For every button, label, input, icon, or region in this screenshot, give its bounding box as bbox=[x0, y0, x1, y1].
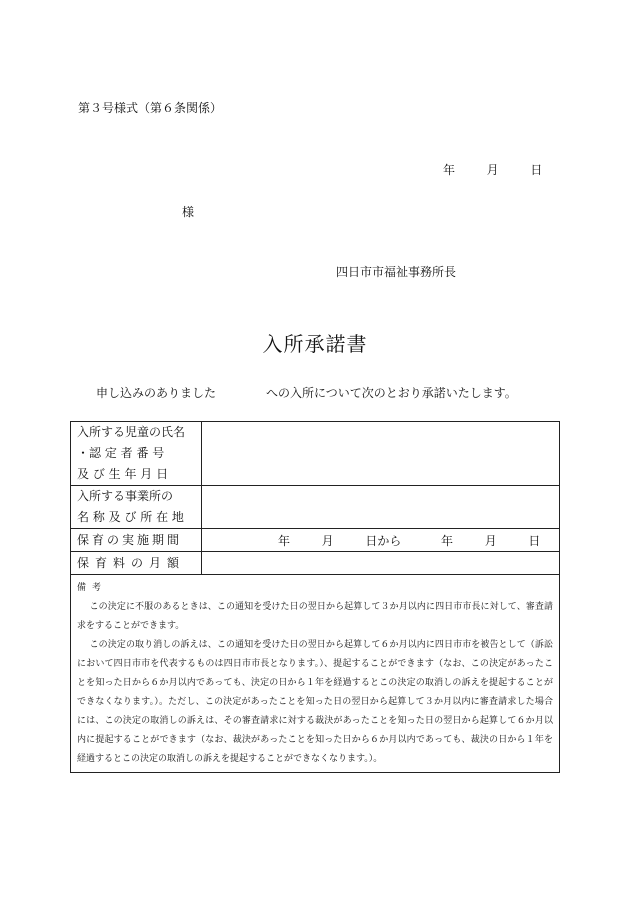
document-title: 入所承諾書 bbox=[262, 332, 368, 356]
period-value bbox=[202, 532, 559, 549]
facility-label-cell bbox=[71, 486, 202, 529]
notes-cell bbox=[71, 575, 560, 773]
child-label-cell bbox=[71, 422, 202, 486]
form-number: 第３号様式（第６条関係） bbox=[78, 101, 223, 115]
date-year: 年 bbox=[443, 163, 456, 177]
notes-heading: 備考 bbox=[77, 583, 108, 593]
period-label: 保育の実施期間 bbox=[71, 529, 202, 552]
fee-row bbox=[71, 552, 560, 575]
date-line bbox=[443, 161, 542, 178]
child-label-line3: 及 び 生 年 月 日 bbox=[77, 467, 169, 481]
approval-table bbox=[70, 421, 560, 773]
notes-paragraph-2: この決定の取り消しの訴えは、この通知を受けた日の翌日から起算して６か月以内に四日市市を被告として（訴訟において四日市市を代表するものは四日市市長となります。）、提起することができます（なお、この決定があったことを知った日から６か月以内であっても、決定の日から１年を経過するとこの決定の取消しの訴えを提起することができなくなります。）。ただし、この決定があったことを知った日の翌日から起算して３か月以内に審査請求した場合には、この決定の取消しの訴えは、その審査請求に対する裁決があったことを知った日の翌日から起算して６か月以内に提起することができます（なお、裁決があったことを知った日から６か月以内であっても、裁決の日から１年を経過するとこの決定の取消しの訴えを提起することができなくなります。）。 bbox=[77, 640, 553, 764]
intro-text-part2: への入所について次のとおり承諾いたします。 bbox=[266, 386, 517, 400]
recipient-honorific: 様 bbox=[182, 205, 195, 219]
facility-label-line1: 入所する事業所の bbox=[77, 489, 174, 503]
issuer-name: 四日市市福祉事務所長 bbox=[336, 265, 457, 279]
period-year2: 年 bbox=[441, 533, 454, 548]
intro-text-part1: 申し込みのありました bbox=[96, 386, 217, 400]
child-label-line2: ・認 定 者 番 号 bbox=[77, 446, 165, 460]
notes-row bbox=[71, 575, 560, 773]
period-year1: 年 bbox=[278, 533, 291, 548]
period-row bbox=[71, 529, 560, 552]
period-value-cell bbox=[202, 529, 560, 552]
child-value-cell bbox=[202, 422, 560, 486]
period-day2: 日 bbox=[528, 533, 541, 548]
child-row bbox=[71, 422, 560, 486]
date-day: 日 bbox=[530, 163, 543, 177]
facility-value-cell bbox=[202, 486, 560, 529]
date-month: 月 bbox=[486, 163, 499, 177]
facility-row bbox=[71, 486, 560, 529]
period-month2: 月 bbox=[484, 533, 497, 548]
period-from: 日から bbox=[365, 533, 402, 548]
child-label-line1: 入所する児童の氏名 bbox=[77, 425, 186, 439]
notes-paragraph-1: この決定に不服のあるときは、この通知を受けた日の翌日から起算して３か月以内に四日市市長に対して、審査請求をすることができます。 bbox=[77, 602, 553, 631]
fee-label: 保育料の月額 bbox=[71, 552, 202, 575]
period-month1: 月 bbox=[321, 533, 334, 548]
fee-value-cell bbox=[202, 552, 560, 575]
facility-label-line2: 名 称 及 び 所 在 地 bbox=[77, 510, 184, 524]
